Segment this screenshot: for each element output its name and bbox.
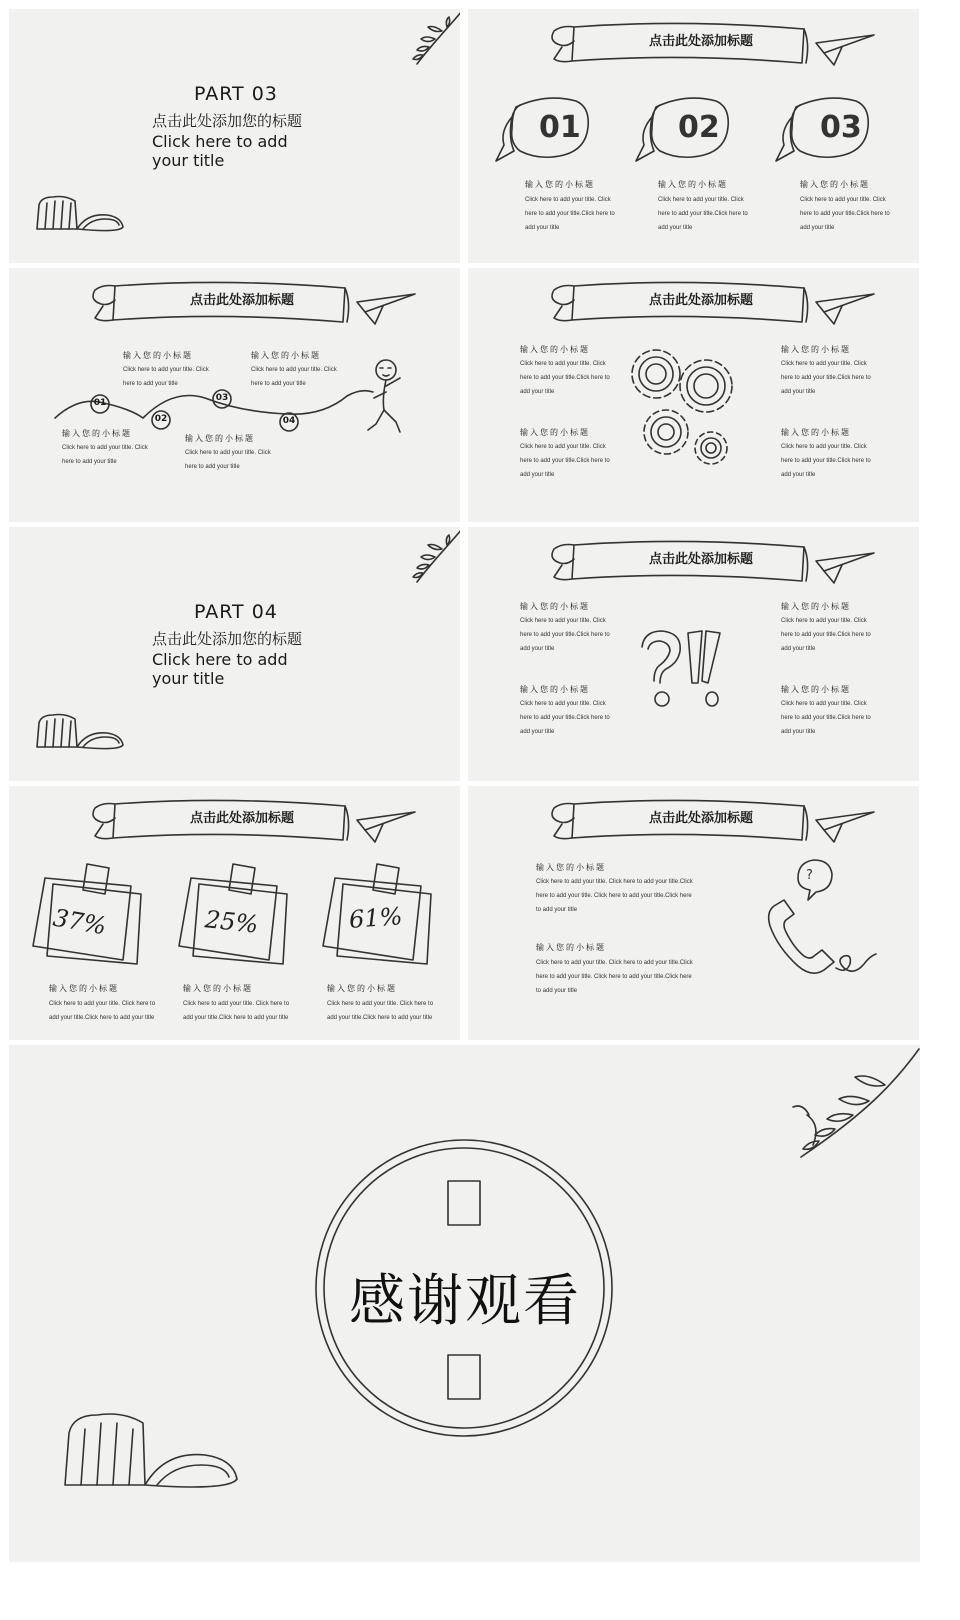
- branch-icon: [387, 9, 460, 69]
- item-subtitle: 输入您的小标题: [520, 602, 590, 611]
- item-text: Click here to add your title. Click here to add your title.Click here to add your title: [781, 444, 871, 478]
- item-subtitle: 输入您的小标题: [781, 345, 851, 354]
- branch-icon: [387, 527, 460, 587]
- item-subtitle: 输入您的小标题: [525, 180, 595, 189]
- phone-icon: [754, 850, 884, 990]
- item-text: Click here to add your title. Click here to add your title.Click here to add your title: [520, 444, 610, 478]
- item-subtitle: 输入您的小标题: [327, 984, 397, 993]
- item-subtitle: 输入您的小标题: [800, 180, 870, 189]
- step-number: 02: [154, 414, 168, 424]
- note-percent: 61%: [348, 902, 404, 934]
- slide-part-04: [9, 527, 460, 781]
- banner-title: 点击此处添加标题: [648, 293, 753, 308]
- item-subtitle: 输入您的小标题: [520, 345, 590, 354]
- item-text: Click here to add your title. Click here to add your title.Click here to add your title: [520, 361, 610, 395]
- slide-question: [468, 527, 919, 781]
- item-subtitle: 输入您的小标题: [520, 428, 590, 437]
- slide-thanks: [9, 1045, 920, 1562]
- item-text: Click here to add your title. Click here to add your title.Click here to add your title: [658, 197, 748, 231]
- question-exclamation-icon: [634, 625, 734, 711]
- item-subtitle: 输入您的小标题: [62, 429, 132, 438]
- part-title-zh: 点击此处添加您的标题: [152, 112, 303, 130]
- part-label: PART 03: [194, 83, 278, 105]
- item-text: Click here to add your title. Click here to add your title.Click here to add your title: [183, 1001, 290, 1021]
- item-text: Click here to add your title. Click here to add your title.Click here to add your title: [327, 1001, 434, 1021]
- slide-numbered-blobs: [468, 9, 919, 263]
- item-subtitle: 输入您的小标题: [536, 863, 606, 872]
- branch-icon: [773, 1045, 920, 1163]
- item-subtitle: 输入您的小标题: [536, 943, 606, 952]
- item-subtitle: 输入您的小标题: [781, 428, 851, 437]
- item-text: Click here to add your title. Click here to add your title.Click here to add your title: [520, 618, 610, 652]
- item-text: Click here to add your title. Click here to add your title.Click here to add your title: [520, 701, 610, 735]
- banner-title: 点击此处添加标题: [648, 34, 753, 49]
- running-man-icon: [364, 356, 424, 438]
- item-text: Click here to add your title. Click here to add your title.Click here to add your title: [800, 197, 890, 231]
- item-subtitle: 输入您的小标题: [251, 351, 321, 360]
- part-label: PART 04: [194, 601, 278, 623]
- bread-icon: [57, 1407, 247, 1497]
- item-subtitle: 输入您的小标题: [658, 180, 728, 189]
- item-text: Click here to add your title. Click here to add your title.Click here to add your title. Click here to add your title.Click here to add your title: [536, 960, 693, 994]
- item-text: Click here to add your title. Click here to add your title.Click here to add your title: [781, 618, 871, 652]
- blob-number: 02: [678, 110, 720, 145]
- item-text: Click here to add your title. Click here to add your title.Click here to add your title: [49, 1001, 156, 1021]
- item-text: Click here to add your title. Click here to add your title.Click here to add your title. Click here to add your title.Click here to add your title: [536, 879, 693, 913]
- item-text: Click here to add your title. Click here to add your title: [123, 367, 209, 387]
- bread-icon: [33, 193, 128, 235]
- banner-title: 点击此处添加标题: [189, 811, 294, 826]
- step-number: 03: [215, 393, 229, 403]
- banner-title: 点击此处添加标题: [648, 811, 753, 826]
- blob-number: 01: [539, 110, 581, 145]
- blob-number: 03: [820, 110, 862, 145]
- item-text: Click here to add your title. Click here to add your title.Click here to add your title: [525, 197, 615, 231]
- item-subtitle: 输入您的小标题: [185, 434, 255, 443]
- step-number: 04: [282, 416, 296, 426]
- note-percent: 37%: [50, 903, 109, 941]
- item-subtitle: 输入您的小标题: [781, 602, 851, 611]
- item-subtitle: 输入您的小标题: [781, 685, 851, 694]
- note-percent: 25%: [203, 905, 260, 939]
- item-text: Click here to add your title. Click here to add your title: [251, 367, 337, 387]
- item-subtitle: 输入您的小标题: [183, 984, 253, 993]
- item-text: Click here to add your title. Click here to add your title.Click here to add your title: [781, 701, 871, 735]
- gears-icon: [626, 344, 746, 476]
- part-title-zh: 点击此处添加您的标题: [152, 630, 303, 648]
- bread-icon: [33, 711, 128, 753]
- thanks-text: 感谢观看: [349, 1269, 581, 1334]
- item-text: Click here to add your title. Click here to add your title.Click here to add your title: [781, 361, 871, 395]
- item-text: Click here to add your title. Click here to add your title: [62, 445, 148, 465]
- part-title-en: Click here to add your title: [152, 650, 288, 688]
- item-subtitle: 输入您的小标题: [123, 351, 193, 360]
- bubble-question: ?: [806, 868, 813, 883]
- item-text: Click here to add your title. Click here to add your title: [185, 450, 271, 470]
- slide-gears: [468, 268, 919, 522]
- item-subtitle: 输入您的小标题: [520, 685, 590, 694]
- slide-phone: [468, 786, 919, 1040]
- slide-sticky-notes: [9, 786, 460, 1040]
- banner-title: 点击此处添加标题: [189, 293, 294, 308]
- item-subtitle: 输入您的小标题: [49, 984, 119, 993]
- slide-timeline: [9, 268, 460, 522]
- slide-part-03: [9, 9, 460, 263]
- banner-title: 点击此处添加标题: [648, 552, 753, 567]
- step-number: 01: [93, 398, 107, 408]
- part-title-en: Click here to add your title: [152, 132, 288, 170]
